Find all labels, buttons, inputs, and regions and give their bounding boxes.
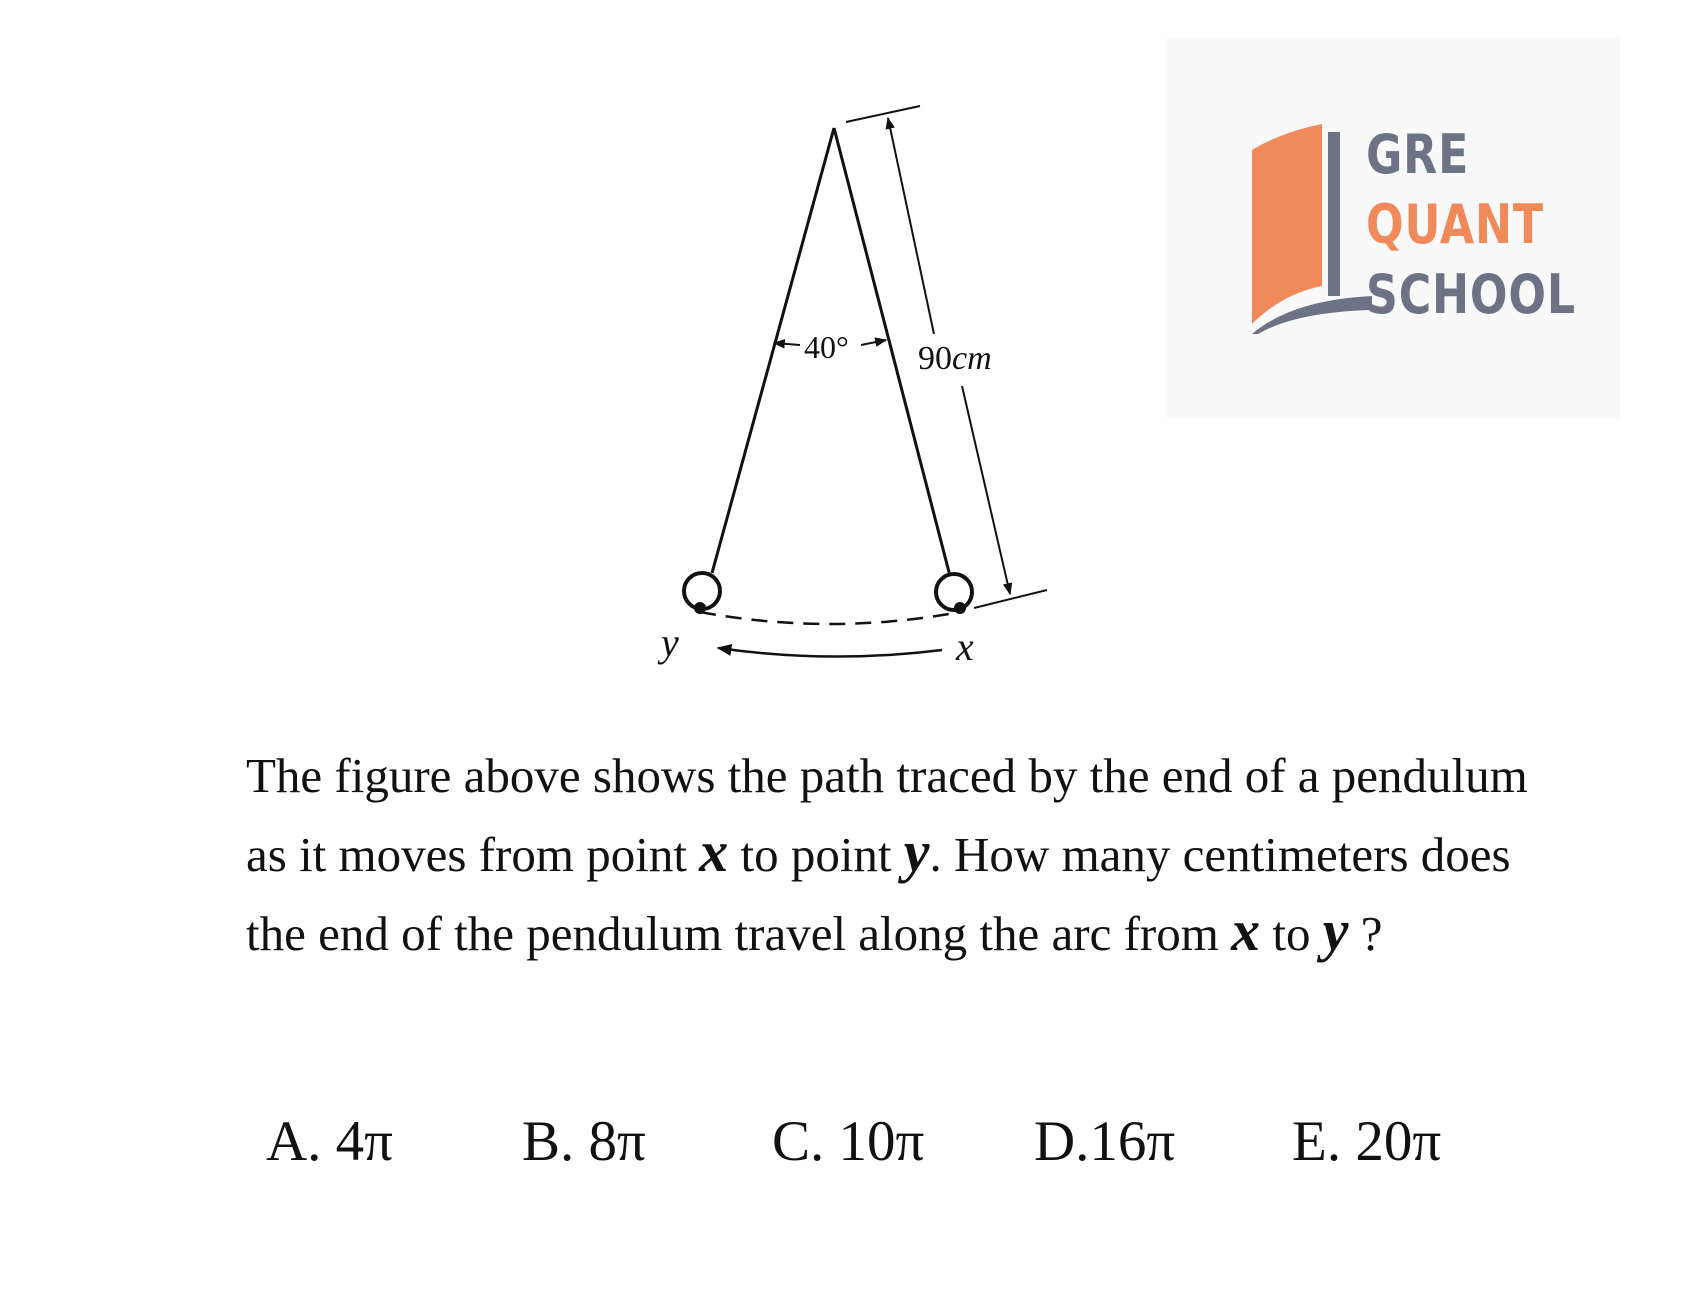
question-part-4: to (1272, 906, 1311, 961)
logo-wordmark (1366, 120, 1576, 330)
angle-arrow-right (861, 340, 886, 345)
choice-e[interactable] (1292, 1102, 1441, 1182)
angle-label: 40° (804, 329, 849, 365)
book-logo-icon (1252, 124, 1372, 334)
choice-c[interactable] (772, 1102, 924, 1182)
point-x-label: x (956, 624, 974, 669)
choice-letter: A. (266, 1110, 336, 1173)
dashed-arc (700, 612, 960, 624)
point-y-label: y (661, 620, 679, 665)
logo-line-school: SCHOOL (1366, 263, 1576, 326)
choice-a[interactable] (266, 1102, 393, 1182)
length-label: 90cm (918, 340, 992, 377)
choice-d[interactable] (1034, 1102, 1175, 1182)
question-var-y-2: y (1322, 898, 1349, 963)
choice-value: 16π (1089, 1110, 1176, 1173)
question-part-5: ? (1360, 906, 1383, 961)
question-part-1: The figure above shows the path traced by the end of a pendulum as it moves from point (246, 748, 1528, 882)
question-part-2: to point (740, 827, 892, 882)
question-var-x-2: x (1231, 898, 1261, 963)
answer-choices (246, 1102, 1566, 1182)
dimension-line-upper (888, 118, 934, 334)
logo-panel (1166, 38, 1620, 418)
choice-value: 20π (1355, 1110, 1442, 1173)
motion-arrow (718, 648, 942, 657)
logo-line-quant: QUANT (1366, 193, 1544, 256)
choice-letter: D. (1034, 1110, 1090, 1173)
dimension-line-lower (962, 386, 1010, 594)
choice-b[interactable] (522, 1102, 646, 1182)
choice-letter: E. (1292, 1110, 1356, 1173)
question-var-y: y (903, 819, 930, 884)
question-text (246, 738, 1566, 972)
choice-letter: C. (772, 1110, 839, 1173)
logo-line-gre: GRE (1366, 123, 1470, 186)
choice-value: 8π (588, 1110, 646, 1173)
choice-letter: B. (522, 1110, 589, 1173)
choice-value: 10π (838, 1110, 925, 1173)
dimension-tick-top (846, 106, 920, 122)
question-var-x: x (699, 819, 729, 884)
question-part-3: . How many centimeters does the end of the pendulum travel along the arc from (246, 827, 1511, 961)
angle-arrow-left (774, 343, 800, 345)
right-bob (936, 574, 972, 610)
choice-value: 4π (335, 1110, 393, 1173)
